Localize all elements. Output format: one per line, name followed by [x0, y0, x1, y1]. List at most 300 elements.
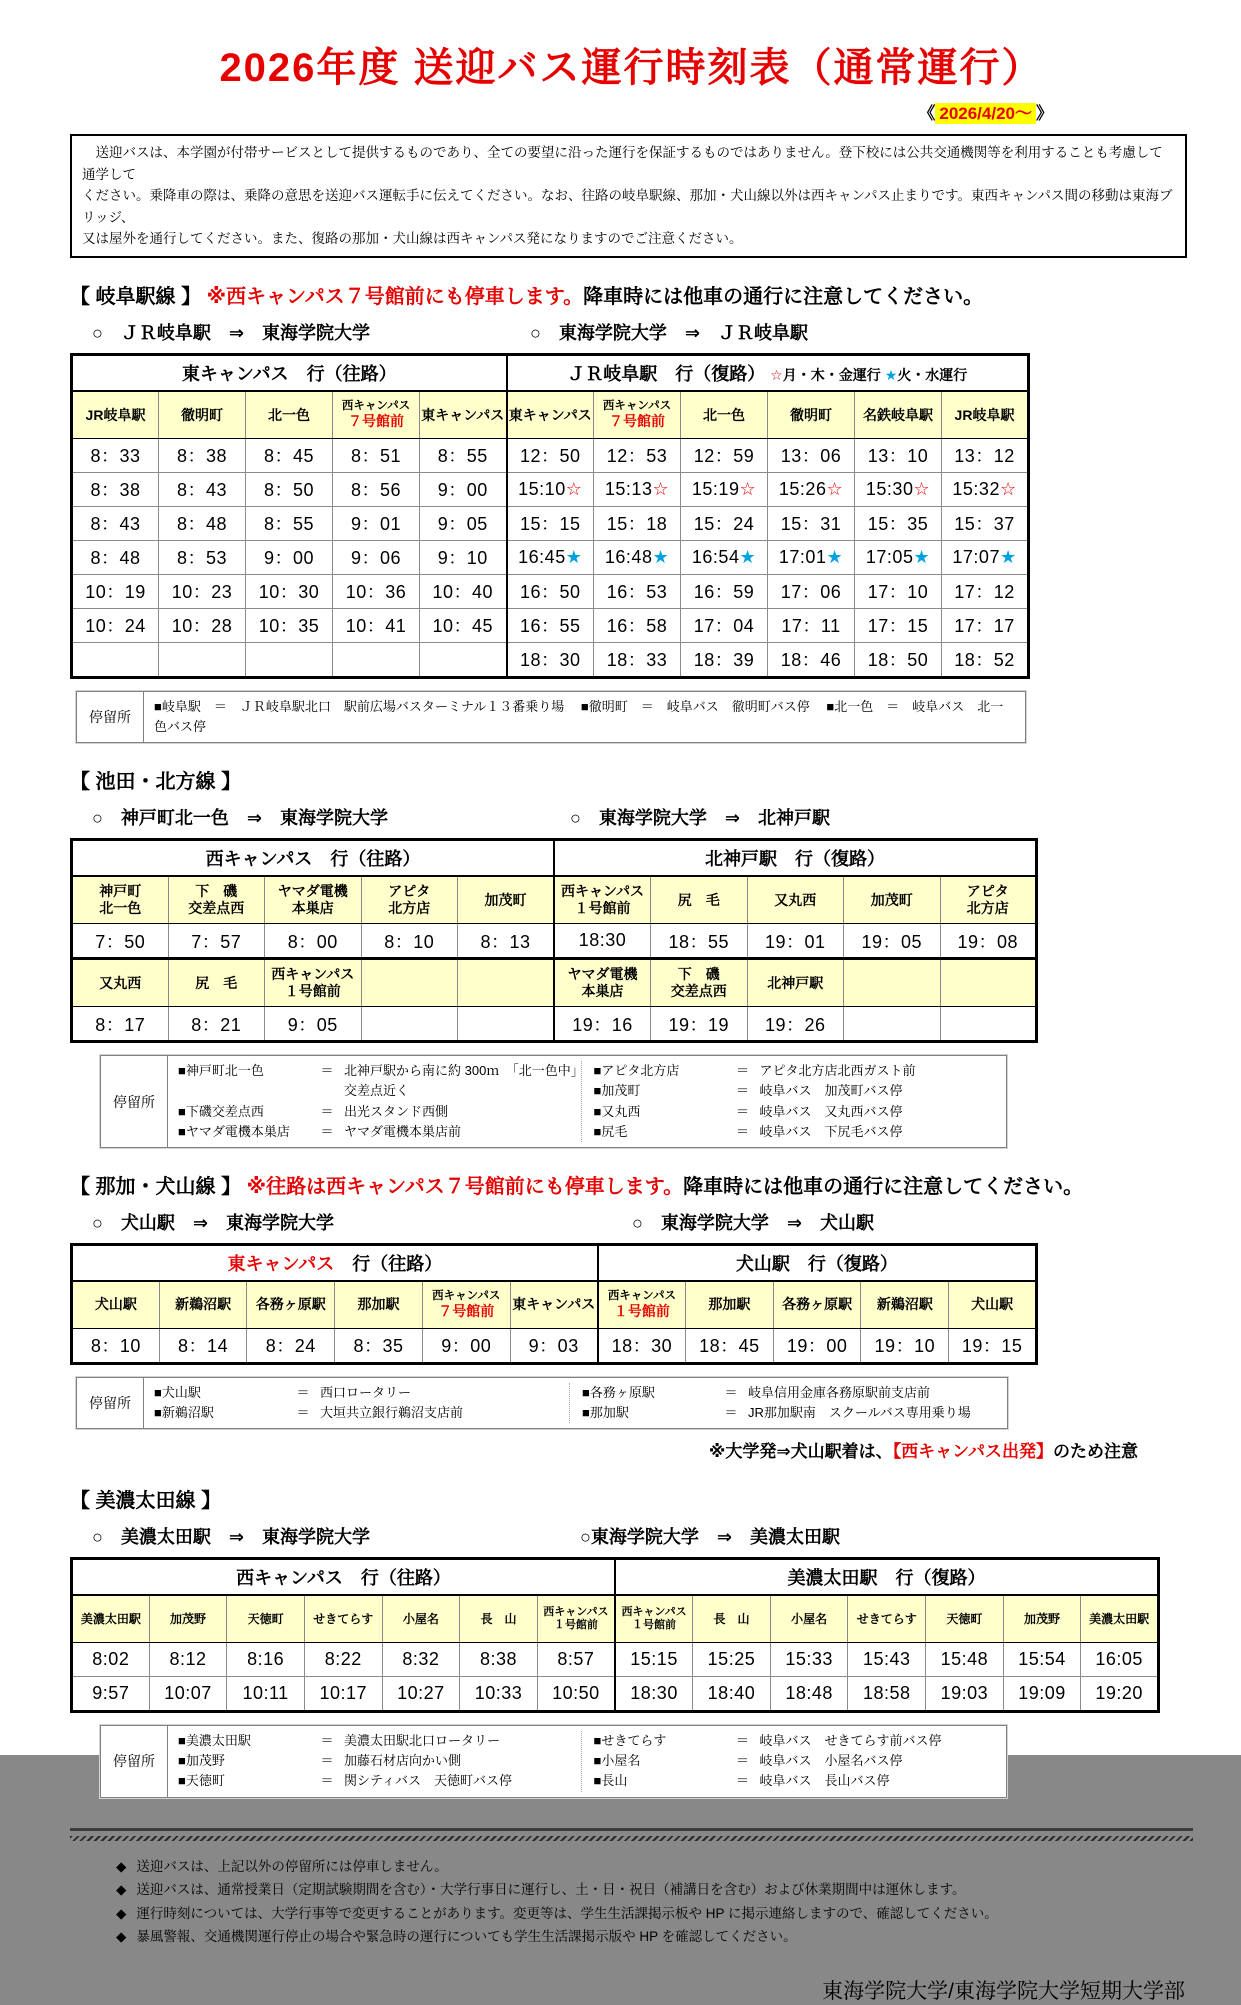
stop-header [246, 391, 333, 439]
route-direction-row [92, 1209, 1193, 1235]
section-note-black: 降車時には他車の通行に注意してください。 [683, 1175, 1084, 1198]
stop-header-line: 尻 毛 [677, 891, 720, 908]
time-cell: 15:48 [926, 1643, 1004, 1677]
time-cell: 15:10☆ [507, 472, 594, 506]
time-cell: 19：10 [861, 1328, 949, 1363]
time-cell: 10：40 [420, 574, 507, 608]
time-cell: 9：05 [265, 1007, 362, 1042]
stop-header [265, 876, 362, 924]
time-cell: 18:40 [693, 1677, 771, 1712]
time-cell: 15:43 [848, 1643, 926, 1677]
stop-header-line: 天徳町 [946, 1611, 983, 1626]
stop-name: ■下磯交差点西 [178, 1103, 264, 1119]
open-star-icon: ☆ [565, 478, 583, 499]
time-cell: 17：10 [855, 574, 942, 608]
page-title: 2026年度 送迎バス運行時刻表（通常運行） [219, 46, 1044, 90]
stop-header [615, 1595, 693, 1643]
header-text: 東キャンパス 行（往路） [181, 363, 397, 384]
footer-note-line: ◆ 送迎バスは、上記以外の停留所には停車しません。 [116, 1858, 448, 1874]
time-cell: 17：12 [942, 574, 1029, 608]
stop-name: ■神戸町北一色 [178, 1063, 264, 1079]
time-cell: 9:57 [72, 1677, 150, 1712]
stop-description: 西口ロータリー [320, 1384, 412, 1400]
stop-header [537, 1595, 615, 1643]
stop-header [168, 876, 265, 924]
stop-header-line: 加茂町 [484, 891, 527, 908]
direction-header [507, 354, 1029, 391]
equals-sign: ＝ [735, 1733, 749, 1749]
equals-sign: ＝ [200, 698, 240, 714]
time-cell: 18：52 [942, 642, 1029, 677]
date-highlight: 2026/4/20～ [935, 103, 1036, 124]
time-cell: 8：56 [333, 472, 420, 506]
time-cell: 19：05 [844, 924, 941, 959]
time-cell: 8：10 [72, 1328, 160, 1363]
time-cell: 18:30 [615, 1677, 693, 1712]
stop-header [861, 1281, 949, 1329]
time-cell: 15:26☆ [768, 472, 855, 506]
stop-header [458, 876, 555, 924]
time-cell: 19：01 [747, 924, 844, 959]
stop-header-line: 西キャンパス [602, 399, 672, 412]
time-cell: 18：33 [594, 642, 681, 677]
time-cell: 8：21 [168, 1007, 265, 1042]
time-cell: 8：50 [246, 472, 333, 506]
time-cell: 10：28 [159, 608, 246, 642]
stops-label: 停留所 [101, 1056, 168, 1147]
stop-header [265, 959, 362, 1007]
time-cell: 19：15 [949, 1328, 1037, 1363]
header-text: 西キャンパス 行（往路） [236, 1568, 451, 1589]
stop-header-line: 又丸西 [99, 974, 142, 991]
stop-header [848, 1595, 926, 1643]
time-cell: 8:02 [72, 1643, 150, 1677]
stop-description: 岐阜バス 下尻毛バス停 [759, 1123, 903, 1139]
time-cell: 16：55 [507, 608, 594, 642]
organization-name: 東海学院大学/東海学院大学短期大学部 [822, 1980, 1185, 2004]
time-cell: 16：50 [507, 574, 594, 608]
stop-header [333, 391, 420, 439]
section-title: 【 岐阜駅線 】 [70, 285, 207, 308]
time-cell: 10：36 [333, 574, 420, 608]
stop-header [686, 1281, 774, 1329]
header-text: ＪＲ岐阜駅 行（復路） [567, 363, 771, 384]
time-cell: 15:33 [770, 1643, 848, 1677]
time-cell: 15:15 [615, 1643, 693, 1677]
time-cell [420, 642, 507, 677]
time-cell: 8:16 [227, 1643, 305, 1677]
equals-sign: ＝ [320, 1773, 334, 1789]
date-bracket-close: 》 [1036, 104, 1053, 123]
timetable-minoota-line [70, 1557, 1160, 1713]
stop-header [361, 876, 458, 924]
stop-name: ■天徳町 [178, 1773, 225, 1789]
time-cell: 18：39 [681, 642, 768, 677]
time-cell: 8：48 [159, 506, 246, 540]
time-row [72, 1328, 1037, 1363]
stops-column [178, 1061, 581, 1142]
stop-header-line: ７号館前 [348, 413, 404, 430]
time-cell: 12：53 [594, 438, 681, 472]
stop-description: ヤマダ電機本巣店前 [344, 1123, 462, 1139]
stop-header [940, 876, 1037, 924]
stops-column [154, 1383, 569, 1423]
equals-sign: ＝ [320, 1733, 334, 1749]
stop-description: 岐阜バス 北一色バス停 [154, 698, 1004, 735]
stop-header-line: 北一色 [268, 406, 310, 423]
time-cell: 10：41 [333, 608, 420, 642]
time-row [72, 1643, 1159, 1677]
stops-note-minoota-line [100, 1725, 1007, 1797]
stop-entry [594, 1122, 997, 1142]
time-cell: 8:32 [382, 1643, 460, 1677]
time-cell: 8：43 [72, 506, 159, 540]
time-cell: 15:54 [1003, 1643, 1081, 1677]
equals-sign: ＝ [627, 698, 667, 714]
stop-header-line: 北神戸駅 [767, 974, 824, 991]
stop-header-line: 西キャンパス [621, 1605, 687, 1618]
time-cell: 8:22 [304, 1643, 382, 1677]
notice-line: 又は屋外を通行してください。また、復路の那加・犬山線は西キャンパス発になりますのでご注意ください。 [82, 231, 743, 247]
section-note-black: 降車時には他車の通行に注意してください。 [583, 285, 984, 308]
time-cell: 15:30☆ [855, 472, 942, 506]
time-cell: 8：45 [246, 438, 333, 472]
stop-header-line: 西キャンパス [432, 1289, 501, 1302]
stop-header [926, 1595, 1004, 1643]
stop-header-line: 徹明町 [181, 406, 223, 423]
open-star-icon: ☆ [913, 478, 931, 499]
header-text: 北神戸駅 行（復路） [705, 849, 885, 870]
stop-header-line: 那加駅 [708, 1296, 751, 1313]
stop-header-line: 加茂町 [870, 891, 913, 908]
stop-header [1003, 1595, 1081, 1643]
timetable-naka-inuyama-line [70, 1243, 1038, 1365]
stop-header-line: 各務ヶ原駅 [782, 1296, 853, 1313]
time-cell: 8：35 [335, 1328, 423, 1363]
stop-header [159, 391, 246, 439]
stop-header-line: 犬山駅 [971, 1296, 1014, 1313]
route-outbound: ○ 犬山駅 ⇒ 東海学院大学 [92, 1212, 334, 1233]
note-text-red: 【西キャンパス出発】 [892, 1442, 1053, 1462]
section-title: 【 美濃太田線 】 [70, 1490, 222, 1513]
stop-header [940, 959, 1037, 1007]
time-cell: 9：01 [333, 506, 420, 540]
stop-header [651, 959, 748, 1007]
time-cell: 8：00 [265, 924, 362, 959]
route-direction-row [92, 1523, 1193, 1549]
header-text: 火・水運行 [897, 366, 968, 383]
equals-sign: ＝ [320, 1103, 334, 1119]
time-cell: 9：00 [246, 540, 333, 574]
stop-header [844, 876, 941, 924]
footer-note-line: ◆ 運行時刻については、大学行事等で変更することがあります。変更等は、学生生活課掲示板や HP に掲示連絡しますので、確認してください。 [116, 1905, 998, 1921]
note-text: のため注意 [1053, 1442, 1138, 1462]
stop-description: 北神戸駅から南に約 300ｍ 「北一色中」交差点近く [344, 1063, 578, 1099]
time-cell [844, 1007, 941, 1042]
stop-header-line: １号館前 [284, 983, 341, 1000]
equals-sign: ＝ [735, 1753, 749, 1769]
time-cell [159, 642, 246, 677]
section-heading [70, 765, 1193, 794]
time-cell: 12：59 [681, 438, 768, 472]
stop-name: ■加茂野 [178, 1753, 225, 1769]
stop-name: ■那加駅 [582, 1404, 629, 1420]
stop-header-line: 東キャンパス [508, 406, 592, 423]
stop-header-line: アピタ [388, 883, 431, 900]
stop-header-line: 名鉄岐阜駅 [863, 406, 933, 423]
time-row [72, 574, 1029, 608]
route-outbound: ○ ＪＲ岐阜駅 ⇒ 東海学院大学 [92, 322, 370, 343]
route-return: ○東海学院大学 ⇒ 美濃太田駅 [580, 1527, 840, 1548]
time-cell: 18：30 [598, 1328, 686, 1363]
stop-header-line: 那加駅 [357, 1296, 400, 1313]
stop-header [420, 391, 507, 439]
direction-header-row [72, 1244, 1037, 1281]
footer-divider-thick [70, 1828, 1193, 1831]
stop-header-row [72, 1281, 1037, 1329]
time-cell: 10:27 [382, 1677, 460, 1712]
filled-star-icon: ★ [652, 546, 670, 567]
stop-header [770, 1595, 848, 1643]
stop-description: 美濃太田駅北口ロータリー [344, 1733, 501, 1749]
time-cell: 17:07★ [942, 540, 1029, 574]
stops-column [569, 1383, 997, 1423]
stop-entry [594, 1731, 997, 1751]
stop-header [460, 1595, 538, 1643]
equals-sign: ＝ [735, 1063, 749, 1079]
filled-star-icon: ★ [739, 546, 757, 567]
direction-header-row [72, 840, 1037, 877]
stop-entry [594, 1061, 997, 1081]
header-text: 東キャンパス [227, 1253, 335, 1274]
time-cell: 19：00 [773, 1328, 861, 1363]
stop-header [149, 1595, 227, 1643]
time-cell: 10：35 [246, 608, 333, 642]
stop-header [72, 959, 169, 1007]
time-cell: 8：53 [159, 540, 246, 574]
time-row [72, 1007, 1037, 1042]
direction-header [615, 1559, 1159, 1596]
notice-line: 送迎バスは、本学園が付帯サービスとして提供するものであり、全ての要望に沿った運行を保証するものではありません。登下校には公共交通機関等を利用することも考慮して通学して [82, 145, 1163, 182]
time-cell: 9：03 [510, 1328, 598, 1363]
stop-header [747, 876, 844, 924]
stop-header [227, 1595, 305, 1643]
time-cell: 19:09 [1003, 1677, 1081, 1712]
effective-date [70, 99, 1193, 124]
footer-note-line: ◆ 送迎バスは、通常授業日（定期試験期間を含む）・大学行事日に運行し、土・日・祝日（補講日を含む）および休業期間中は運休します。 [116, 1882, 966, 1898]
stops-inline-line [154, 697, 1015, 737]
time-row [72, 540, 1029, 574]
stop-name: ■加茂町 [593, 1083, 641, 1099]
time-cell: 8：55 [420, 438, 507, 472]
time-row [72, 438, 1029, 472]
stops-body [168, 1726, 1006, 1796]
stop-header [72, 876, 169, 924]
time-cell: 10:33 [460, 1677, 538, 1712]
direction-header-row [72, 354, 1029, 391]
time-cell: 13：06 [768, 438, 855, 472]
diamond-bullet-icon: ◆ [116, 1929, 127, 1945]
stops-note-ikeda-kitagata-line [100, 1055, 1007, 1148]
time-cell: 13：12 [942, 438, 1029, 472]
route-direction-row [92, 804, 1193, 830]
stop-description: 岐阜バス 徹明町バス停 [666, 698, 827, 714]
time-cell: 10:07 [149, 1677, 227, 1712]
stop-name: ■岐阜駅 [154, 698, 201, 714]
equals-sign: ＝ [296, 1404, 310, 1420]
equals-sign: ＝ [735, 1083, 749, 1099]
stop-description: 大垣共立銀行鵜沼支店前 [320, 1404, 464, 1420]
section-gifu-line [70, 280, 1193, 743]
notice-line: ください。乗降車の際は、乗降の意思を送迎バス運転手に伝えてください。なお、往路の岐阜駅線、那加・犬山線以外は西キャンパス止まりです。東西キャンパス間の移動は東海ブリッジ、 [82, 188, 1173, 225]
time-cell: 9：06 [333, 540, 420, 574]
stop-header [458, 959, 555, 1007]
time-cell: 18:58 [848, 1677, 926, 1712]
time-cell: 9：10 [420, 540, 507, 574]
stop-name: ■尻毛 [593, 1123, 628, 1139]
stop-header-line: 下 磯 [195, 883, 238, 900]
time-cell: 10：23 [159, 574, 246, 608]
stop-header [855, 391, 942, 439]
section-note-red: ※往路は西キャンパス７号館前にも停車します。 [246, 1175, 684, 1198]
stop-header-line: 西キャンパス [271, 966, 355, 983]
route-return: ○ 東海学院大学 ⇒ ＪＲ岐阜駅 [530, 322, 808, 343]
stop-description: 岐阜バス せきてらす前バス停 [759, 1733, 942, 1749]
time-cell: 10：19 [72, 574, 159, 608]
equals-sign: ＝ [320, 1063, 334, 1079]
stop-header-line: 犬山駅 [94, 1296, 137, 1313]
time-cell: 8：48 [72, 540, 159, 574]
section-ikeda-kitagata-line [70, 765, 1193, 1148]
time-cell: 16：53 [594, 574, 681, 608]
stop-header [747, 959, 844, 1007]
header-text: 西キャンパス 行（往路） [205, 849, 421, 870]
direction-header [72, 840, 555, 877]
stop-header [681, 391, 768, 439]
time-cell: 16:48★ [594, 540, 681, 574]
west-campus-departure-note [70, 1437, 1138, 1462]
time-cell: 17：11 [768, 608, 855, 642]
route-outbound: ○ 美濃太田駅 ⇒ 東海学院大学 [92, 1527, 370, 1548]
time-cell: 18：55 [651, 924, 748, 959]
stop-name: ■各務ヶ原駅 [582, 1384, 655, 1400]
stop-header [361, 959, 458, 1007]
stop-entry [178, 1771, 581, 1791]
section-title: 【 那加・犬山線 】 [70, 1175, 247, 1198]
header-text: ☆ [770, 366, 783, 383]
footer-note-line: ◆ 暴風警報、交通機関運行停止の場合や緊急時の運行についても学生生活課掲示版や HP を確認してください。 [116, 1929, 797, 1945]
stop-name: ■美濃太田駅 [178, 1733, 251, 1749]
stop-header-line: 交差点西 [670, 983, 727, 1000]
time-cell: 9：00 [422, 1328, 510, 1363]
stop-header-line: 神戸町 [99, 883, 142, 900]
time-cell: 8：33 [72, 438, 159, 472]
stop-description: 加藤石材店向かい側 [344, 1753, 462, 1769]
filled-star-icon: ★ [565, 546, 583, 567]
time-cell [940, 1007, 1037, 1042]
stop-entry [178, 1102, 581, 1122]
time-cell: 19:03 [926, 1677, 1004, 1712]
time-cell [333, 642, 420, 677]
time-cell: 15：31 [768, 506, 855, 540]
footer-divider-zigzag [70, 1836, 1193, 1841]
stop-header-line: １号館前 [632, 1619, 677, 1632]
stop-header [773, 1281, 861, 1329]
stop-description: 岐阜バス 加茂町バス停 [759, 1083, 903, 1099]
stops-note-gifu-line [76, 691, 1026, 743]
stop-header [949, 1281, 1037, 1329]
stop-entry [594, 1102, 997, 1122]
time-cell: 10：45 [420, 608, 507, 642]
stops-body [144, 692, 1025, 742]
direction-header [598, 1244, 1037, 1281]
time-cell: 8：13 [458, 924, 555, 959]
stop-header-line: １号館前 [613, 1303, 670, 1320]
time-cell: 16:54★ [681, 540, 768, 574]
time-cell [458, 1007, 555, 1042]
time-cell: 8：43 [159, 472, 246, 506]
time-cell: 8:57 [537, 1643, 615, 1677]
time-cell: 8：14 [159, 1328, 247, 1363]
time-cell: 7：57 [168, 924, 265, 959]
stop-description: 関シティバス 天徳町バス停 [344, 1773, 512, 1789]
stop-name: ■徹明町 [580, 698, 628, 714]
header-text: 行（往路） [334, 1253, 443, 1274]
equals-sign: ＝ [724, 1384, 738, 1400]
stop-name: ■小屋名 [593, 1753, 641, 1769]
stop-header-line: 長 山 [713, 1611, 750, 1626]
time-cell: 19：16 [554, 1007, 651, 1042]
stop-entry [178, 1731, 581, 1751]
stop-name: ■ヤマダ電機本巣店 [178, 1123, 290, 1139]
time-cell: 18:48 [770, 1677, 848, 1712]
stop-header-line: 西キャンパス [560, 883, 645, 900]
stop-name: ■犬山駅 [154, 1384, 201, 1400]
stop-header-line: 徹明町 [790, 406, 832, 423]
section-heading [70, 1170, 1193, 1199]
stop-description: 岐阜バス 小屋名バス停 [759, 1753, 903, 1769]
stops-column [581, 1731, 997, 1791]
stop-name: ■長山 [593, 1773, 628, 1789]
stops-column [581, 1061, 997, 1142]
stop-header-line: 天徳町 [247, 1611, 284, 1626]
stop-header [598, 1281, 686, 1329]
filled-star-icon: ★ [913, 546, 931, 567]
filled-star-icon: ★ [826, 546, 844, 567]
time-cell: 17：04 [681, 608, 768, 642]
stop-header-line: ヤマダ電機 [567, 966, 638, 983]
direction-header [72, 1244, 598, 1281]
equals-sign: ＝ [735, 1773, 749, 1789]
time-cell: 12：50 [507, 438, 594, 472]
section-heading [70, 1484, 1193, 1513]
notice-box [70, 134, 1187, 258]
stop-entry [178, 1751, 581, 1771]
stop-header [304, 1595, 382, 1643]
stop-name: ■又丸西 [593, 1103, 641, 1119]
stop-header-line: １号館前 [574, 900, 631, 917]
time-cell: 18：45 [686, 1328, 774, 1363]
time-cell: 16：59 [681, 574, 768, 608]
time-cell: 19：19 [651, 1007, 748, 1042]
stop-header [594, 391, 681, 439]
stop-header-line: 各務ヶ原駅 [255, 1296, 326, 1313]
stop-header-row [72, 959, 1037, 1007]
header-text: ★ [884, 366, 898, 383]
time-cell: 17：17 [942, 608, 1029, 642]
stop-header [159, 1281, 247, 1329]
time-cell: 9：05 [420, 506, 507, 540]
